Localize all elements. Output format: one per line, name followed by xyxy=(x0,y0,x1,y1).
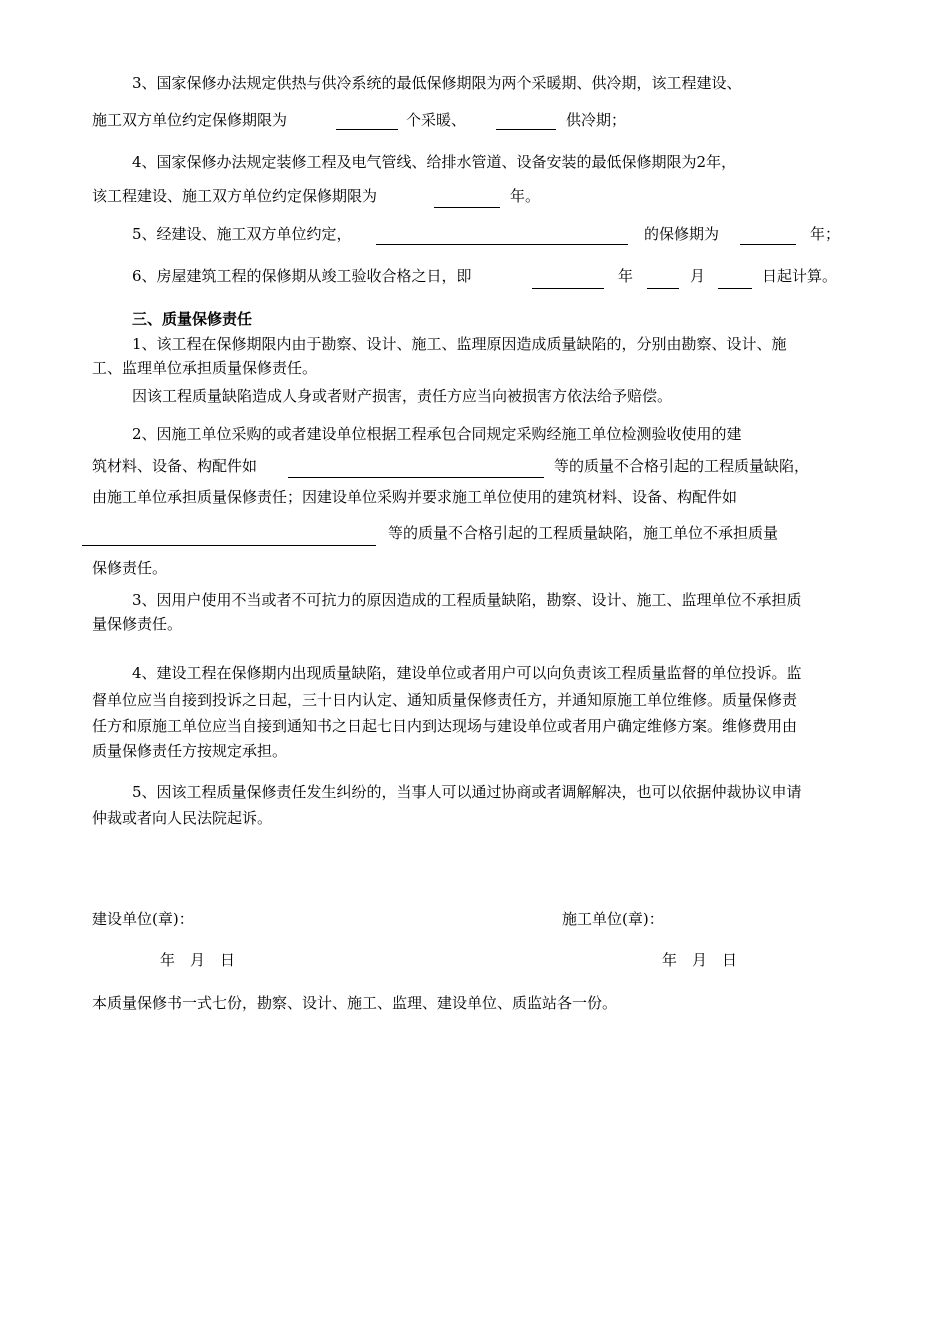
s3-item4-line4: 质量保修责任方按规定承担。 xyxy=(92,742,288,760)
section3-title: 三、质量保修责任 xyxy=(132,310,253,328)
item4-line2-label: 该工程建设、施工双方单位约定保修期限为 xyxy=(92,187,378,205)
start-month-blank[interactable] xyxy=(647,287,679,289)
contractor-date: 年 月 日 xyxy=(662,951,738,969)
agreed-years-blank[interactable] xyxy=(740,243,796,245)
item4-line1: 4、国家保修办法规定装修工程及电气管线、给排水管道、设备安装的最低保修期限为2年， xyxy=(132,153,737,171)
heating-periods-blank[interactable] xyxy=(336,128,398,130)
s3-item1-line3: 因该工程质量缺陷造成人身或者财产损害，责任方应当向被损害方依法给予赔偿。 xyxy=(132,387,673,405)
start-day-blank[interactable] xyxy=(718,287,752,289)
owner-date: 年 月 日 xyxy=(160,951,236,969)
item3-line1: 3、国家保修办法规定供热与供冷系统的最低保修期限为两个采暖期、供冷期，该工程建设、 xyxy=(132,74,742,92)
item5-label: 5、经建设、施工双方单位约定， xyxy=(132,225,352,243)
contractor-seal-label: 施工单位(章)： xyxy=(562,910,664,928)
owner-materials-blank[interactable] xyxy=(82,544,376,546)
s3-item2-line2-label: 筑材料、设备、构配件如 xyxy=(92,457,258,475)
item3-heating-unit: 个采暖、 xyxy=(406,111,467,129)
owner-seal-label: 建设单位(章)： xyxy=(92,910,194,928)
s3-item1-line2: 工、监理单位承担质量保修责任。 xyxy=(92,359,318,377)
s3-item2-line1: 2、因施工单位采购的或者建设单位根据工程承包合同规定采购经施工单位检测验收使用的建 xyxy=(132,425,742,443)
s3-item4-line1: 4、建设工程在保修期内出现质量缺陷，建设单位或者用户可以向负责该工程质量监督的单位投诉。监 xyxy=(132,664,802,682)
agreed-item-blank[interactable] xyxy=(376,243,628,245)
fitout-years-blank[interactable] xyxy=(434,206,500,208)
s3-item3-line1: 3、因用户使用不当或者不可抗力的原因造成的工程质量缺陷，勘察、设计、施工、监理单位不承担质 xyxy=(132,591,802,609)
cooling-periods-blank[interactable] xyxy=(496,128,556,130)
copies-note: 本质量保修书一式七份，勘察、设计、施工、监理、建设单位、质监站各一份。 xyxy=(92,994,618,1012)
s3-item4-line2: 督单位应当自接到投诉之日起，三十日内认定、通知质量保修责任方，并通知原施工单位维修。质量保修责 xyxy=(92,691,798,709)
s3-item2-line3: 由施工单位承担质量保修责任；因建设单位采购并要求施工单位使用的建筑材料、设备、构配件如 xyxy=(92,488,738,506)
s3-item5-line1: 5、因该工程质量保修责任发生纠纷的，当事人可以通过协商或者调解解决，也可以依据仲裁协议申请 xyxy=(132,783,802,801)
s3-item4-line3: 任方和原施工单位应当自接到通知书之日起七日内到达现场与建设单位或者用户确定维修方案。维修费用由 xyxy=(92,717,798,735)
s3-item2-line2-tail: 等的质量不合格引起的工程质量缺陷， xyxy=(554,457,810,475)
contractor-materials-blank[interactable] xyxy=(288,476,544,478)
s3-item1-line1: 1、该工程在保修期限内由于勘察、设计、施工、监理原因造成质量缺陷的，分别由勘察、设计、施 xyxy=(132,335,787,353)
item6-month: 月 xyxy=(690,267,706,285)
item5-period-label: 的保修期为 xyxy=(644,225,720,243)
start-year-blank[interactable] xyxy=(532,287,604,289)
s3-item3-line2: 量保修责任。 xyxy=(92,615,183,633)
s3-item2-line4: 等的质量不合格引起的工程质量缺陷，施工单位不承担质量 xyxy=(388,524,779,542)
item5-year-unit: 年； xyxy=(810,225,841,243)
item4-year-unit: 年。 xyxy=(510,187,541,205)
s3-item2-line5: 保修责任。 xyxy=(92,559,168,577)
s3-item5-line2: 仲裁或者向人民法院起诉。 xyxy=(92,809,273,827)
item3-line2-label: 施工双方单位约定保修期限为 xyxy=(92,111,288,129)
item3-cooling-unit: 供冷期； xyxy=(566,111,627,129)
item6-day: 日起计算。 xyxy=(762,267,838,285)
item6-year: 年 xyxy=(618,267,634,285)
item6-label: 6、房屋建筑工程的保修期从竣工验收合格之日，即 xyxy=(132,267,472,285)
